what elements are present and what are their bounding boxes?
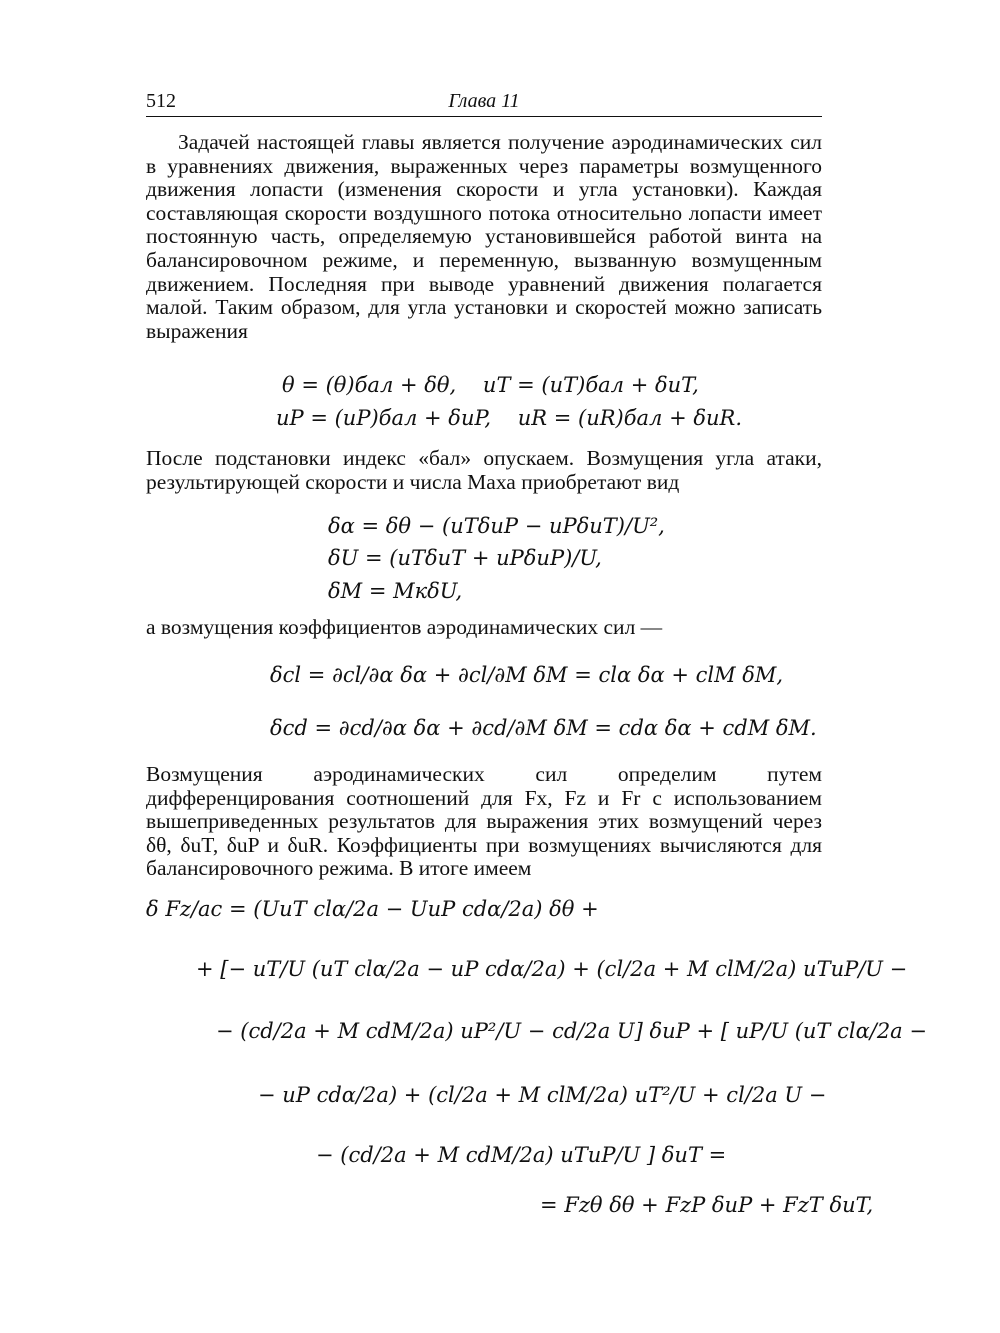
equation-delta-cd: δcd = ∂cd/∂α δα + ∂cd/∂M δM = cdα δα + cdM δM.: [270, 716, 817, 740]
equation-Fz-line4: − uP cdα/2a) + (cl/2a + M clM/2a) uT²/U + cl/2a U −: [258, 1083, 827, 1107]
paragraph-coefficients: а возмущения коэффициентов аэродинамических сил —: [146, 615, 663, 639]
equation-Fz-line5: − (cd/2a + M cdM/2a) uTuP/U ] δuT =: [316, 1143, 727, 1167]
page-header: [146, 88, 822, 117]
equation-delta-M: δM = MкδU,: [328, 579, 463, 603]
equation-delta-U: δU = (uTδuT + uPδuP)/U,: [328, 546, 602, 570]
paragraph-substitution: После подстановки индекс «бал» опускаем. Возмущения угла атаки, результирующей скорости и числа Маха приобретают вид: [146, 446, 822, 494]
paragraph-forces: Возмущения аэродинамических сил определим путем дифференцирования соотношений для Fx, Fz и Fr с использованием вышеприведенных результатов для выражения этих возмущений через δθ, δuT, δuP и δuR. Коэффициенты при возмущениях вычисляются для балансировочного режима. В итоге имеем: [146, 762, 822, 881]
equation-Fz-line6: = Fzθ δθ + FzP δuP + FzT δuT,: [540, 1193, 874, 1217]
equation-Fz-line2: + [− uT/U (uT clα/2a − uP cdα/2a) + (cl/2a + M clM/2a) uTuP/U −: [196, 957, 908, 981]
equation-Fz-line3: − (cd/2a + M cdM/2a) uP²/U − cd/2a U] δuP + [ uP/U (uT clα/2a −: [216, 1019, 927, 1043]
equation-delta-cl: δcl = ∂cl/∂α δα + ∂cl/∂M δM = clα δα + clM δM,: [270, 663, 784, 687]
page-number: 512: [146, 90, 176, 112]
paragraph-intro: Задачей настоящей главы является получение аэродинамических сил в уравнениях движения, выраженных через параметры возмущенного движения лопасти (изменения скорости и угла установки). Каждая составляющая скорости воздушного потока относительно лопасти имеет постоянную часть, определяемую установившейся работой винта на балансировочном режиме, и переменную, вызванную возмущенным движением. Последняя при выводе уравнений движения полагается малой. Таким образом, для угла установки и скоростей можно записать выражения: [146, 130, 822, 343]
equation-Fz-line1: δ Fz/ac = (UuT clα/2a − UuP cdα/2a) δθ +: [146, 897, 599, 921]
equation-delta-alpha: δα = δθ − (uTδuP − uPδuT)/U²,: [328, 514, 665, 538]
equation-theta-uT: θ = (θ)бал + δθ, uT = (uT)бал + δuT,: [282, 373, 699, 397]
chapter-title: Глава 11: [448, 90, 520, 112]
equation-uP-uR: uP = (uP)бал + δuP, uR = (uR)бал + δuR.: [276, 406, 743, 430]
